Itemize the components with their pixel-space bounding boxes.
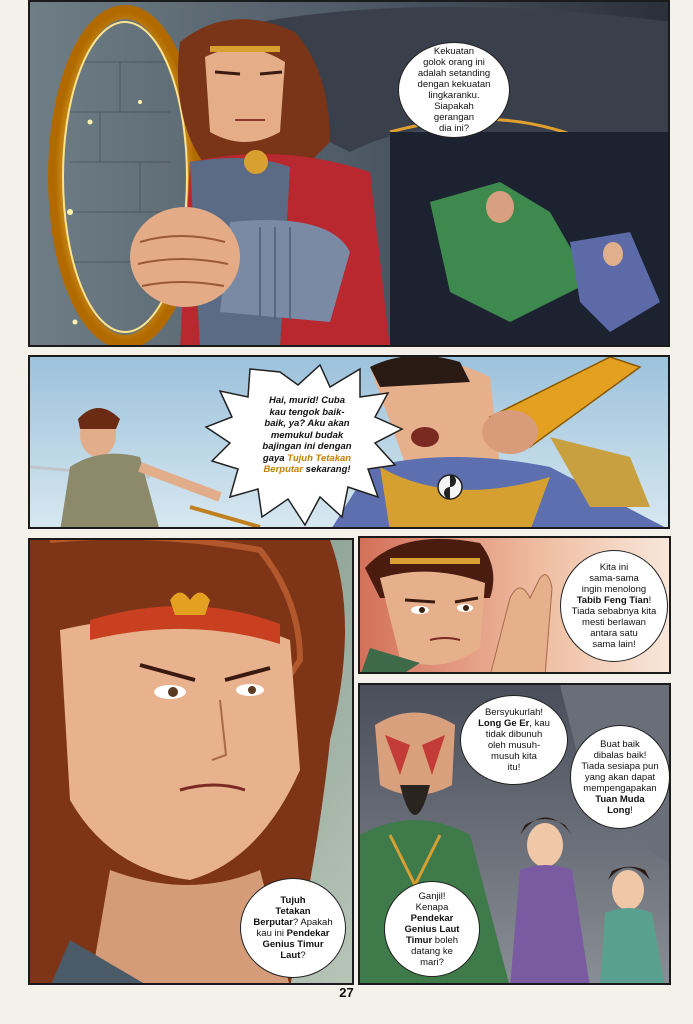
page-number: 27 xyxy=(339,985,354,1000)
panel-2 xyxy=(28,355,670,529)
panel-5 xyxy=(358,683,671,985)
panel-3 xyxy=(28,538,354,985)
speech-bubble-ring-question: Kekuatan golok orang ini adalah setanding dengan kekuatan lingkaranku. Siapakah gerangan dia ini? xyxy=(398,42,510,138)
panel-1 xyxy=(28,0,670,347)
speech-bubble-ganjil: Ganjil! Kenapa Pendekar Genius Laut Timur boleh datang ke mari? xyxy=(384,881,480,977)
speech-bubble-genius-timur-laut: Tujuh Tetakan Berputar? Apakah kau ini Pendekar Genius Timur Laut? xyxy=(240,878,346,978)
shout-text-tujuh-tetakan: Hai, murid! Cuba kau tengok baik- baik, ya? Aku akan memukul budak bajingan ini dengan gaya Tujuh Tetakan Berputar sekarang! xyxy=(262,395,352,475)
speech-bubble-long-ge-er: Bersyukurlah! Long Ge Er, kau tidak dibunuh oleh musuh- musuh kita itu! xyxy=(460,695,568,785)
speech-bubble-tuan-muda-long: Buat baik dibalas baik! Tiada sesiapa pun yang akan dapat mempengapakan Tuan Muda Long! xyxy=(570,725,670,829)
panel-1-art xyxy=(30,2,670,347)
panel-4 xyxy=(358,536,671,674)
speech-bubble-tabib-feng-tian: Kita ini sama-sama ingin menolong Tabib Feng Tian! Tiada sebabnya kita mesti berlawan antara satu sama lain! xyxy=(560,550,668,662)
